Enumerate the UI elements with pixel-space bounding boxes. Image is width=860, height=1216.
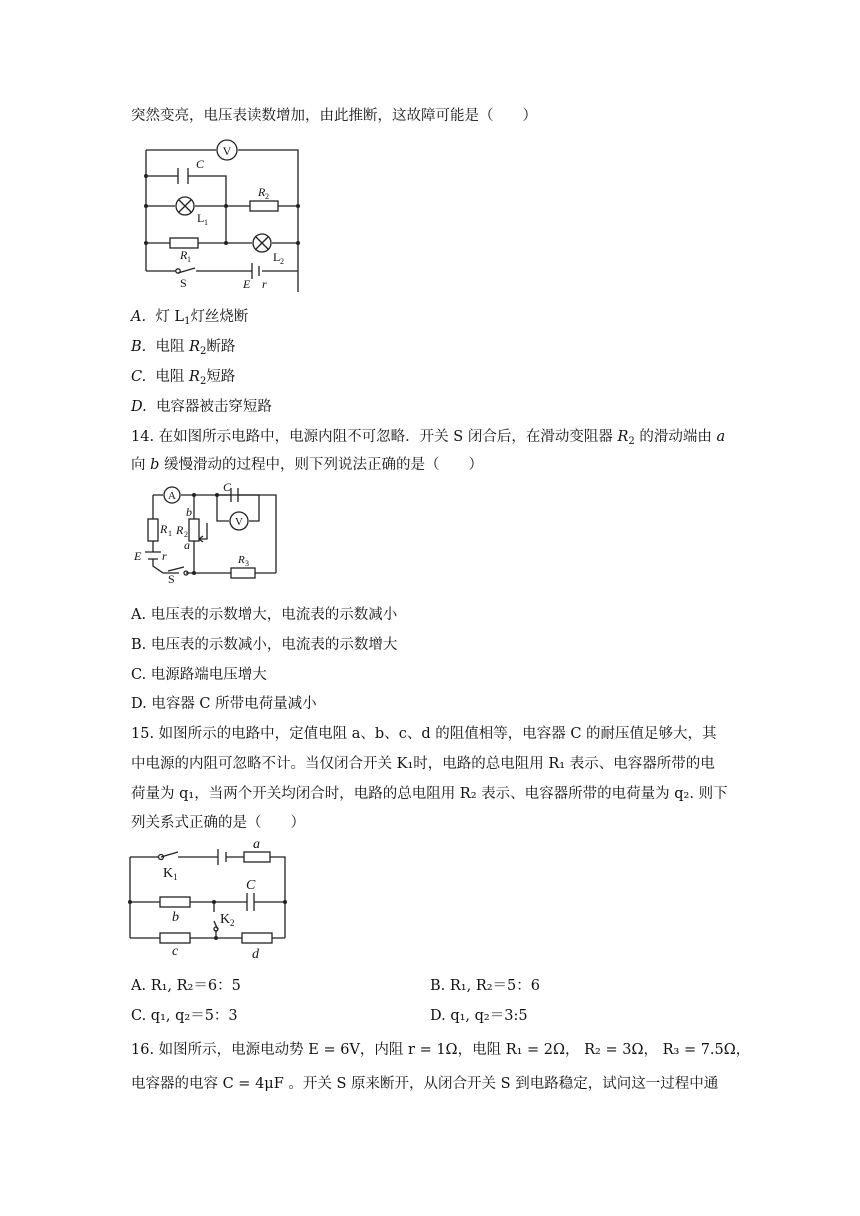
q15-resistor-b-icon bbox=[160, 897, 190, 907]
svg-text:1: 1 bbox=[168, 529, 172, 538]
q16-stem-line2: 电容器的电容 C = 4μF 。开关 S 原来断开，从闭合开关 S 到电路稳定，试问这一过程中通 bbox=[131, 1076, 719, 1092]
q15-stem-line2: 中电源的内阻可忽略不计。当仅闭合开关 K₁时，电路的总电阻用 R₁ 表示、电容器所带的电 bbox=[131, 756, 715, 772]
svg-text:d: d bbox=[252, 947, 259, 962]
q15-capacitor-icon bbox=[247, 893, 254, 911]
q14-option-a: A. 电压表的示数增大，电流表的示数减小 bbox=[131, 607, 398, 623]
svg-text:S: S bbox=[168, 572, 175, 586]
q14-option-d: D. 电容器 C 所带电荷量减小 bbox=[131, 696, 317, 712]
svg-text:1: 1 bbox=[173, 872, 178, 882]
svg-text:E: E bbox=[134, 549, 142, 563]
svg-text:A: A bbox=[168, 490, 176, 502]
svg-text:C: C bbox=[246, 878, 256, 893]
q15-option-d: D. q₁, q₂＝3:5 bbox=[430, 1008, 528, 1024]
q14-stem-line2: 向 b 缓慢滑动的过程中，则下列说法正确的是（ ） bbox=[131, 457, 484, 473]
q13-label-V: V bbox=[222, 144, 232, 158]
q15-resistor-d-icon bbox=[242, 933, 272, 943]
svg-text:R: R bbox=[176, 523, 184, 537]
svg-text:R: R bbox=[238, 554, 245, 566]
q13-option-d: D. 电容器被击穿短路 bbox=[131, 399, 272, 415]
q13-stem-tail: 突然变亮，电压表读数增加，由此推断，这故障可能是（ ） bbox=[131, 108, 537, 124]
svg-text:2: 2 bbox=[265, 192, 269, 201]
q13-option-c: C. 电阻 $R_2$短路 bbox=[131, 369, 236, 387]
svg-text:R: R bbox=[258, 185, 266, 199]
svg-text:b: b bbox=[172, 910, 179, 925]
q14-stem-line1: 14. 在如图所示电路中，电源内阻不可忽略．开关 S 闭合后，在滑动变阻器 $R_2$ 的滑动端由 a bbox=[131, 429, 726, 447]
q15-option-c: C. q₁, q₂＝5：3 bbox=[131, 1008, 238, 1024]
q13-option-a: A. 灯 $L_1$灯丝烧断 bbox=[131, 309, 249, 327]
svg-text:V: V bbox=[235, 516, 243, 528]
svg-text:2: 2 bbox=[184, 530, 188, 539]
svg-text:R: R bbox=[180, 248, 188, 262]
svg-text:S: S bbox=[180, 276, 187, 290]
svg-text:b: b bbox=[186, 505, 192, 519]
svg-text:2: 2 bbox=[230, 918, 235, 928]
q15-battery-icon bbox=[218, 849, 226, 865]
svg-text:a: a bbox=[253, 837, 260, 852]
svg-text:K: K bbox=[220, 912, 231, 927]
svg-text:C: C bbox=[223, 480, 232, 494]
svg-text:L: L bbox=[197, 211, 205, 225]
q15-stem-line4: 列关系式正确的是（ ） bbox=[131, 815, 305, 831]
svg-text:2: 2 bbox=[280, 257, 284, 266]
svg-text:a: a bbox=[184, 538, 190, 552]
q15-option-b: B. R₁, R₂＝5：6 bbox=[430, 978, 541, 994]
q13-option-b: B. 电阻 $R_2$断路 bbox=[131, 339, 236, 357]
svg-text:R: R bbox=[160, 522, 168, 536]
svg-text:L: L bbox=[273, 250, 281, 264]
svg-text:K: K bbox=[163, 866, 174, 881]
q13-label-C: C bbox=[196, 157, 205, 171]
q15-switch-K2-icon bbox=[214, 927, 218, 931]
svg-text:r: r bbox=[162, 549, 167, 563]
q15-option-a: A. R₁, R₂＝6：5 bbox=[131, 978, 241, 994]
q14-option-b: B. 电压表的示数减小，电流表的示数增大 bbox=[131, 637, 398, 653]
svg-text:c: c bbox=[172, 944, 179, 959]
svg-text:E: E bbox=[243, 277, 251, 291]
q15-stem-line1: 15. 如图所示的电路中，定值电阻 a、b、c、d 的阻值相等，电容器 C 的耐压值足够大，其 bbox=[131, 726, 717, 742]
q15-resistor-c-icon bbox=[160, 933, 190, 943]
svg-text:1: 1 bbox=[187, 255, 191, 264]
svg-text:3: 3 bbox=[245, 559, 249, 568]
q14-option-c: C. 电源路端电压增大 bbox=[131, 667, 267, 683]
q15-stem-line3: 荷量为 q₁，当两个开关均闭合时，电路的总电阻用 R₂ 表示、电容器所带的电荷量为 q₂. 则下 bbox=[131, 786, 728, 802]
q16-stem-line1: 16. 如图所示，电源电动势 E = 6V，内阻 r = 1Ω，电阻 R₁ = 2Ω， R₂ = 3Ω， R₃ = 7.5Ω， bbox=[131, 1042, 751, 1058]
svg-text:r: r bbox=[262, 277, 267, 291]
svg-text:1: 1 bbox=[204, 218, 208, 227]
q15-resistor-a-icon bbox=[244, 852, 270, 862]
